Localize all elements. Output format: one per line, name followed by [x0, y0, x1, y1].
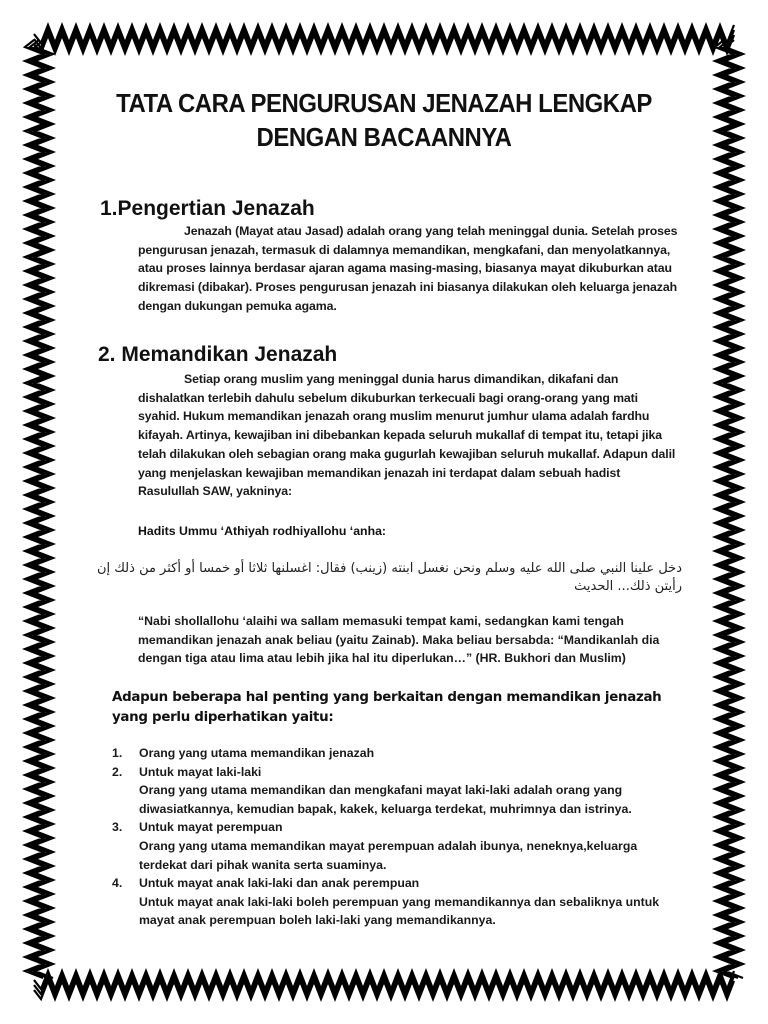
- section2-heading: 2. Memandikan Jenazah: [98, 343, 338, 366]
- list-item-body: Untuk mayat anak laki-laki boleh perempuan yang memandikannya dan sebaliknya untuk mayat anak perempuan boleh laki-laki yang memandikannya.: [139, 894, 660, 928]
- list-item: [112, 763, 672, 819]
- list-item-title: Orang yang utama memandikan jenazah: [139, 746, 375, 760]
- list-item-title: Untuk mayat anak laki-laki dan anak perempuan: [139, 876, 420, 891]
- list-item-title: Untuk mayat laki-laki: [139, 764, 262, 779]
- section1-paragraph: Jenazah (Mayat atau Jasad) adalah orang yang telah meninggal dunia. Setelah proses pengurusan jenazah, termasuk di dalamnya memandikan, mengkafani, dan menyolatkannya, atau proses lainnya berdasar ajaran agama masing-masing, biasanya mayat dikuburkan atau dikremasi (dibakar). Proses pengurusan jenazah ini biasanya dilakukan oleh keluarga jenazah dengan dukungan pemuka agama.: [138, 224, 678, 313]
- hadith-translation: “Nabi shollallohu ‘alaihi wa sallam memasuki tempat kami, sedangkan kami tengah memandikan jenazah anak beliau (yaitu Zainab). Maka beliau bersabda: “Mandikanlah dia dengan tiga atau lima atau lebih jika hal itu diperlukan…” (HR. Bukhori dan Muslim): [138, 614, 660, 665]
- arabic-hadith-text: دخل علينا النبي صلى الله عليه وسلم ونحن نغسل ابنته (زينب) فقال: اغسلنها ثلاثا أو خمسا أو أكثر من ذلك إن رأيتن ذلك... الحديث: [96, 561, 682, 594]
- section1-heading: 1.Pengertian Jenazah: [100, 197, 315, 220]
- list-item: [112, 744, 672, 763]
- list-item-number: 1.: [112, 746, 123, 760]
- hadits-label: Hadits Ummu ‘Athiyah rodhiyallohu ‘anha:: [138, 524, 387, 538]
- document-title: TATA CARA PENGURUSAN JENAZAH LENGKAP DENGAN BACAANNYA: [116, 88, 652, 152]
- list-item: [112, 874, 672, 930]
- list-intro: Adapun beberapa hal penting yang berkaitan dengan memandikan jenazah yang perlu diperhatikan yaitu:: [112, 690, 662, 725]
- list-item-number: 2.: [112, 764, 123, 779]
- list-item-number: 3.: [112, 820, 123, 835]
- list-item-title: Untuk mayat perempuan: [139, 820, 283, 835]
- list-item-body: Orang yang utama memandikan mayat perempuan adalah ibunya, neneknya,keluarga terdekat dari pihak wanita serta suaminya.: [139, 838, 638, 872]
- list-item: [112, 818, 672, 874]
- list-item-number: 4.: [112, 876, 123, 891]
- section2-paragraph: Setiap orang muslim yang meninggal dunia harus dimandikan, dikafani dan dishalatkan terlebih dahulu sebelum dikuburkan terkecuali bagi orang-orang yang mati syahid. Hukum memandikan jenazah orang muslim menurut jumhur ulama adalah fardhu kifayah. Artinya, kewajiban ini dibebankan kepada seluruh mukallaf di tempat itu, tetapi jika telah dilakukan oleh sebagian orang maka gugurlah kewajiban seluruh mukallaf. Adapun dalil yang menjelaskan kewajiban memandikan jenazah ini terdapat dalam sebuah hadist Rasulullah SAW, yakninya:: [138, 372, 676, 499]
- list-item-body: Orang yang utama memandikan dan mengkafani mayat laki-laki adalah orang yang diwasiatkannya, kemudian bapak, kakek, keluarga terdekat, muhrimnya dan istrinya.: [139, 783, 632, 816]
- numbered-list: [112, 744, 672, 930]
